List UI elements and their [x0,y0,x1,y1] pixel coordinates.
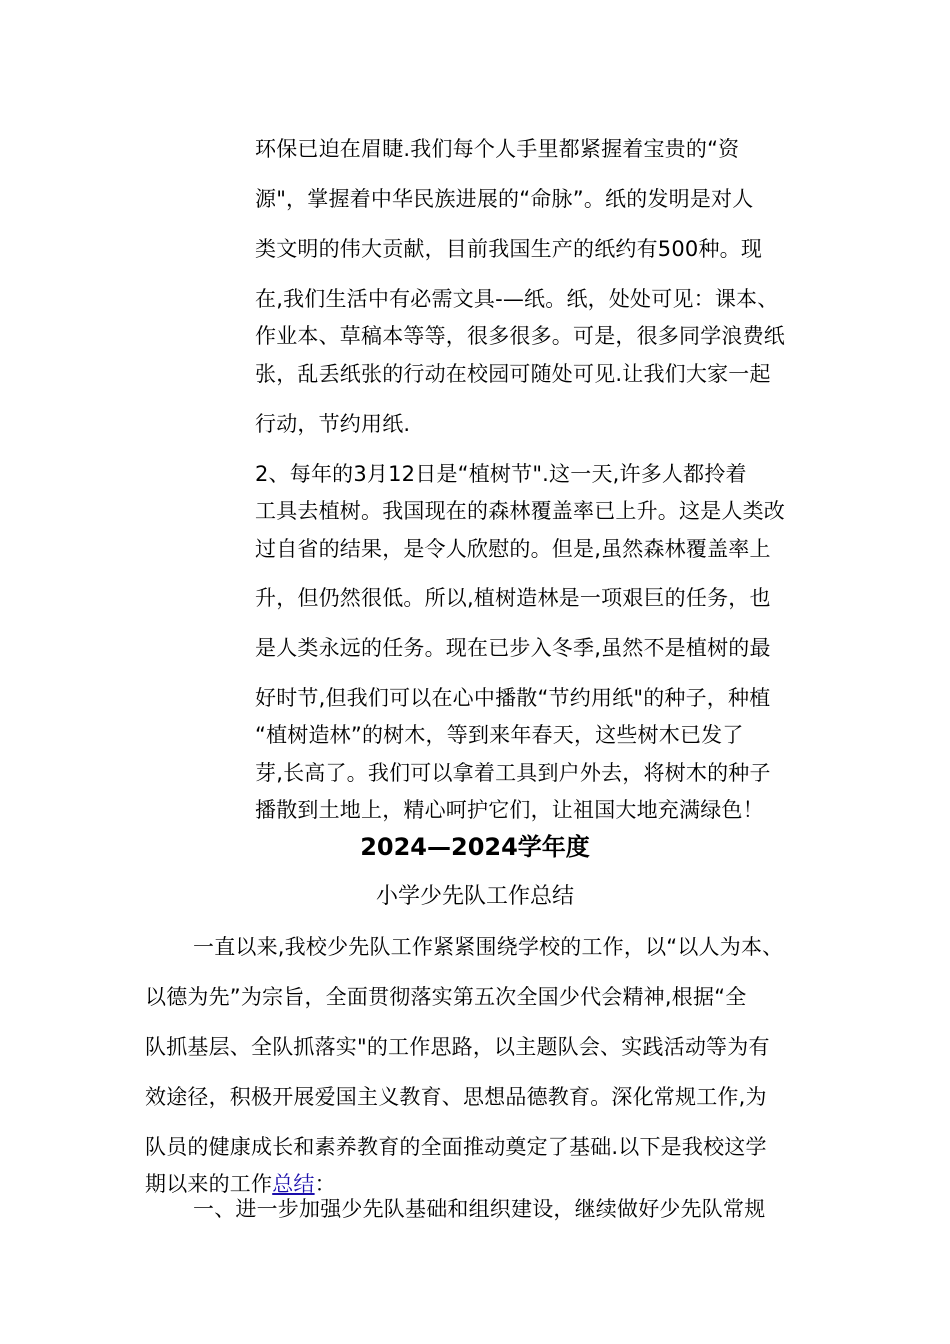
passage-line: 在,我们生活中有必需文具-—纸。纸，处处可见：课本、 [255,287,779,311]
summary-line: 效途径，积极开展爱国主义教育、思想品德教育。深化常规工作,为 [145,1085,767,1109]
document-subtitle: 小学少先队工作总结 [375,884,574,909]
document-title: 2024—2024学年度 [360,833,590,861]
passage-line: 行动，节约用纸. [255,412,411,436]
passage-line: 芽,长高了。我们可以拿着工具到户外去，将树木的种子 [255,761,771,785]
summary-line: 一直以来,我校少先队工作紧紧围绕学校的工作，以“以人为本、 [193,935,784,959]
passage-line: 是人类永远的任务。现在已步入冬季,虽然不是植树的最 [255,636,771,660]
summary-link[interactable]: 总结 [272,1172,315,1196]
summary-text: 期以来的工作 [145,1172,273,1196]
passage-line: 张，乱丢纸张的行动在校园可随处可见.让我们大家一起 [255,362,771,386]
passage-line: 作业本、草稿本等等，很多很多。可是，很多同学浪费纸 [255,324,785,348]
passage-line: 升，但仍然很低。所以,植树造林是一项艰巨的任务，也 [255,586,771,610]
summary-line: 队员的健康成长和素养教育的全面推动奠定了基础.以下是我校这学 [145,1135,767,1159]
passage-line: 环保已迫在眉睫.我们每个人手里都紧握着宝贵的“资 [255,137,740,161]
passage-line: “植树造林”的树木，等到来年春天，这些树木已发了 [255,723,744,747]
summary-line: 以德为先”为宗旨，全面贯彻落实第五次全国少代会精神,根据“全 [145,985,747,1009]
passage-line: 播散到土地上，精心呵护它们，让祖国大地充满绿色！ [255,798,764,822]
passage-line: 工具去植树。我国现在的森林覆盖率已上升。这是人类改 [255,499,785,523]
passage-line: 过自省的结果，是令人欣慰的。但是,虽然森林覆盖率上 [255,537,771,561]
passage-line: 2、每年的3月12日是“植树节".这一天,许多人都拎着 [255,462,747,486]
section-heading: 一、进一步加强少先队基础和组织建设，继续做好少先队常规 [193,1197,766,1221]
summary-line-with-link [145,1170,336,1198]
passage-line: 类文明的伟大贡献，目前我国生产的纸约有500种。现 [255,237,763,261]
passage-line: 源"，掌握着中华民族进展的“命脉”。纸的发明是对人 [255,187,754,211]
summary-text: ： [314,1172,336,1196]
passage-line: 好时节,但我们可以在心中播散“节约用纸"的种子，种植 [255,686,771,710]
summary-line: 队抓基层、全队抓落实"的工作思路，以主题队会、实践活动等为有 [145,1035,770,1059]
